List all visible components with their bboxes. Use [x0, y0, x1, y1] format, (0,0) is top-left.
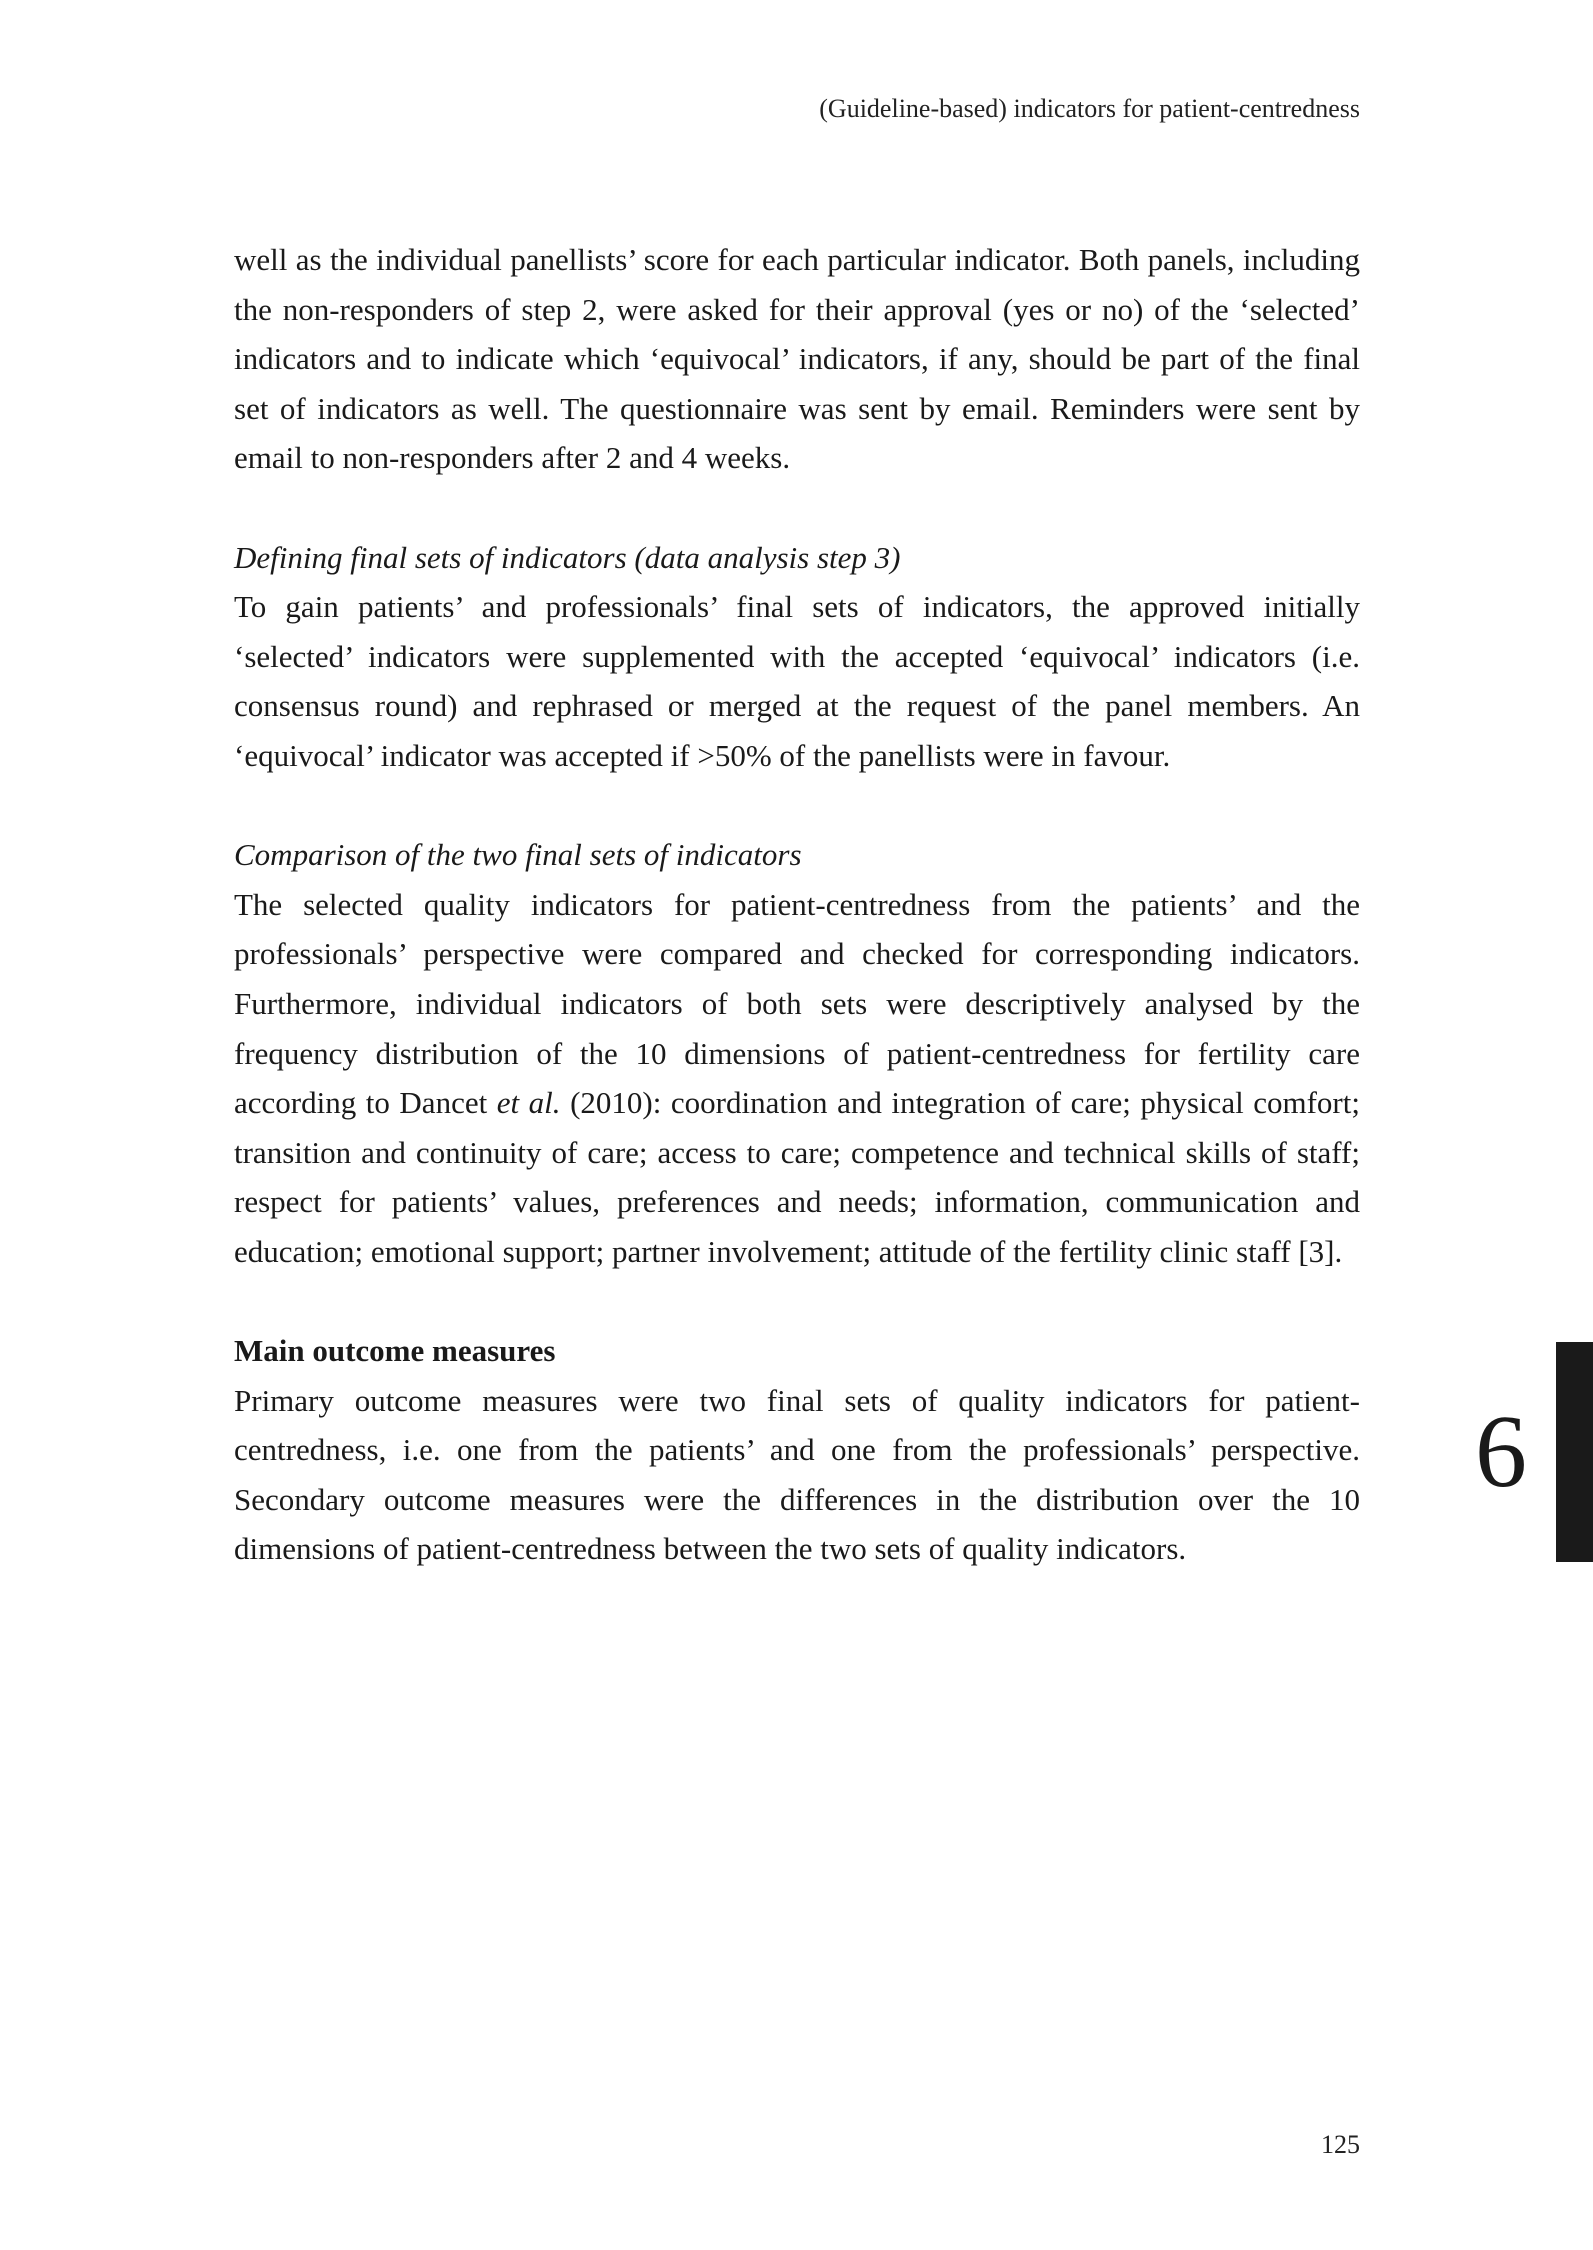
paragraph-text	[234, 880, 1360, 1277]
chapter-number: 6	[1475, 1394, 1527, 1509]
section-main-outcome-measures	[234, 1326, 1360, 1574]
paragraph-text: Primary outcome measures were two final sets of quality indicators for patient-centredness, i.e. one from the patients’ and one from the professionals’ perspective. Secondary outcome measures were the differences in the distribution over the 10 dimensions of patient-centredness between the two sets of quality indicators.	[234, 1382, 1360, 1567]
section-heading: Comparison of the two final sets of indicators	[234, 837, 802, 873]
body-text	[234, 235, 1360, 1624]
section-heading: Main outcome measures	[234, 1333, 556, 1369]
paragraph-text: To gain patients’ and professionals’ final sets of indicators, the approved initially ‘selected’ indicators were supplemented with the accepted ‘equivocal’ indicators (i.e. consensus round) and rephrased or merged at the request of the panel members. An ‘equivocal’ indicator was accepted if >50% of the panellists were in favour.	[234, 589, 1360, 773]
paragraph-text-part: The selected quality indicators for patient-centredness from the patients’ and the professionals’ perspective were compared and checked for corresponding indicators. Furthermore, individual indicators of both sets were descriptively analysed by the frequency distribution of the 10 dimensions of patient-centredness for fertility care according to Dancet	[234, 886, 1360, 1121]
paragraph-continuation	[234, 235, 1360, 483]
running-header: (Guideline-based) indicators for patient-centredness	[819, 94, 1360, 123]
paragraph-text: well as the individual panellists’ score for each particular indicator. Both panels, including the non-responders of step 2, were asked for their approval (yes or no) of the ‘selected’ indicators and to indicate which ‘equivocal’ indicators, if any, should be part of the final set of indicators as well. The questionnaire was sent by email. Reminders were sent by email to non-responders after 2 and 4 weeks.	[234, 242, 1360, 476]
chapter-tab-marker	[1556, 1342, 1593, 1562]
citation-italic: et al.	[496, 1085, 561, 1121]
section-comparison	[234, 830, 1360, 1276]
section-defining-final-sets	[234, 533, 1360, 781]
paragraph-text-part: (2010): coordination and integration of care; physical comfort; transition and continuity of care; access to care; competence and technical skills of staff; respect for patients’ values, preferences and needs; information, communication and education; emotional support; partner involvement; attitude of the fertility clinic staff [3].	[234, 1085, 1360, 1269]
page-number: 125	[1321, 2130, 1360, 2159]
section-heading: Defining final sets of indicators (data analysis step 3)	[234, 539, 901, 575]
